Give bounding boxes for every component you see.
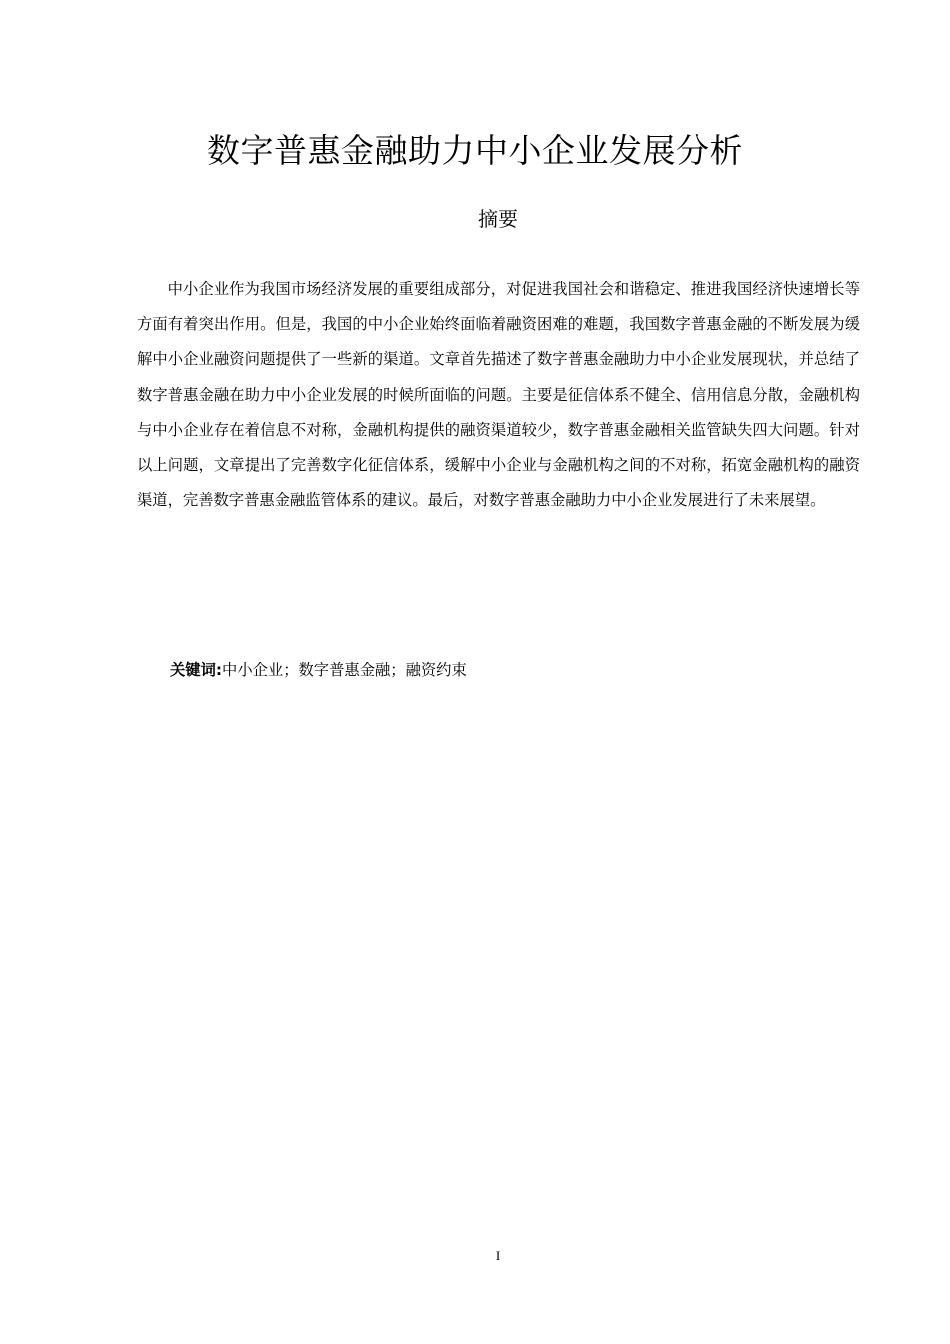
abstract-body: 中小企业作为我国市场经济发展的重要组成部分，对促进我国社会和谐稳定、推进我国经济快速增长等方面有着突出作用。但是，我国的中小企业始终面临着融资困难的难题，我国数字普惠金融的不断发展为缓解中小企业融资问题提供了一些新的渠道。文章首先描述了数字普惠金融助力中小企业发展现状，并总结了数字普惠金融在助力中小企业发展的时候所面临的问题。主要是征信体系不健全、信用信息分散，金融机构与中小企业存在着信息不对称，金融机构提供的融资渠道较少，数字普惠金融相关监管缺失四大问题。针对以上问题，文章提出了完善数字化征信体系，缓解中小企业与金融机构之间的不对称，拓宽金融机构的融资渠道，完善数字普惠金融监管体系的建议。最后，对数字普惠金融助力中小企业发展进行了未来展望。 [137, 280, 860, 510]
keywords-text: 中小企业；数字普惠金融；融资约束 [222, 661, 467, 679]
keywords-label: 关键词: [170, 661, 223, 679]
page-title: 数字普惠金融助力中小企业发展分析 [207, 131, 743, 170]
keywords-line [170, 654, 860, 686]
page-number: I [495, 1248, 501, 1263]
abstract-heading: 摘要 [478, 207, 518, 231]
